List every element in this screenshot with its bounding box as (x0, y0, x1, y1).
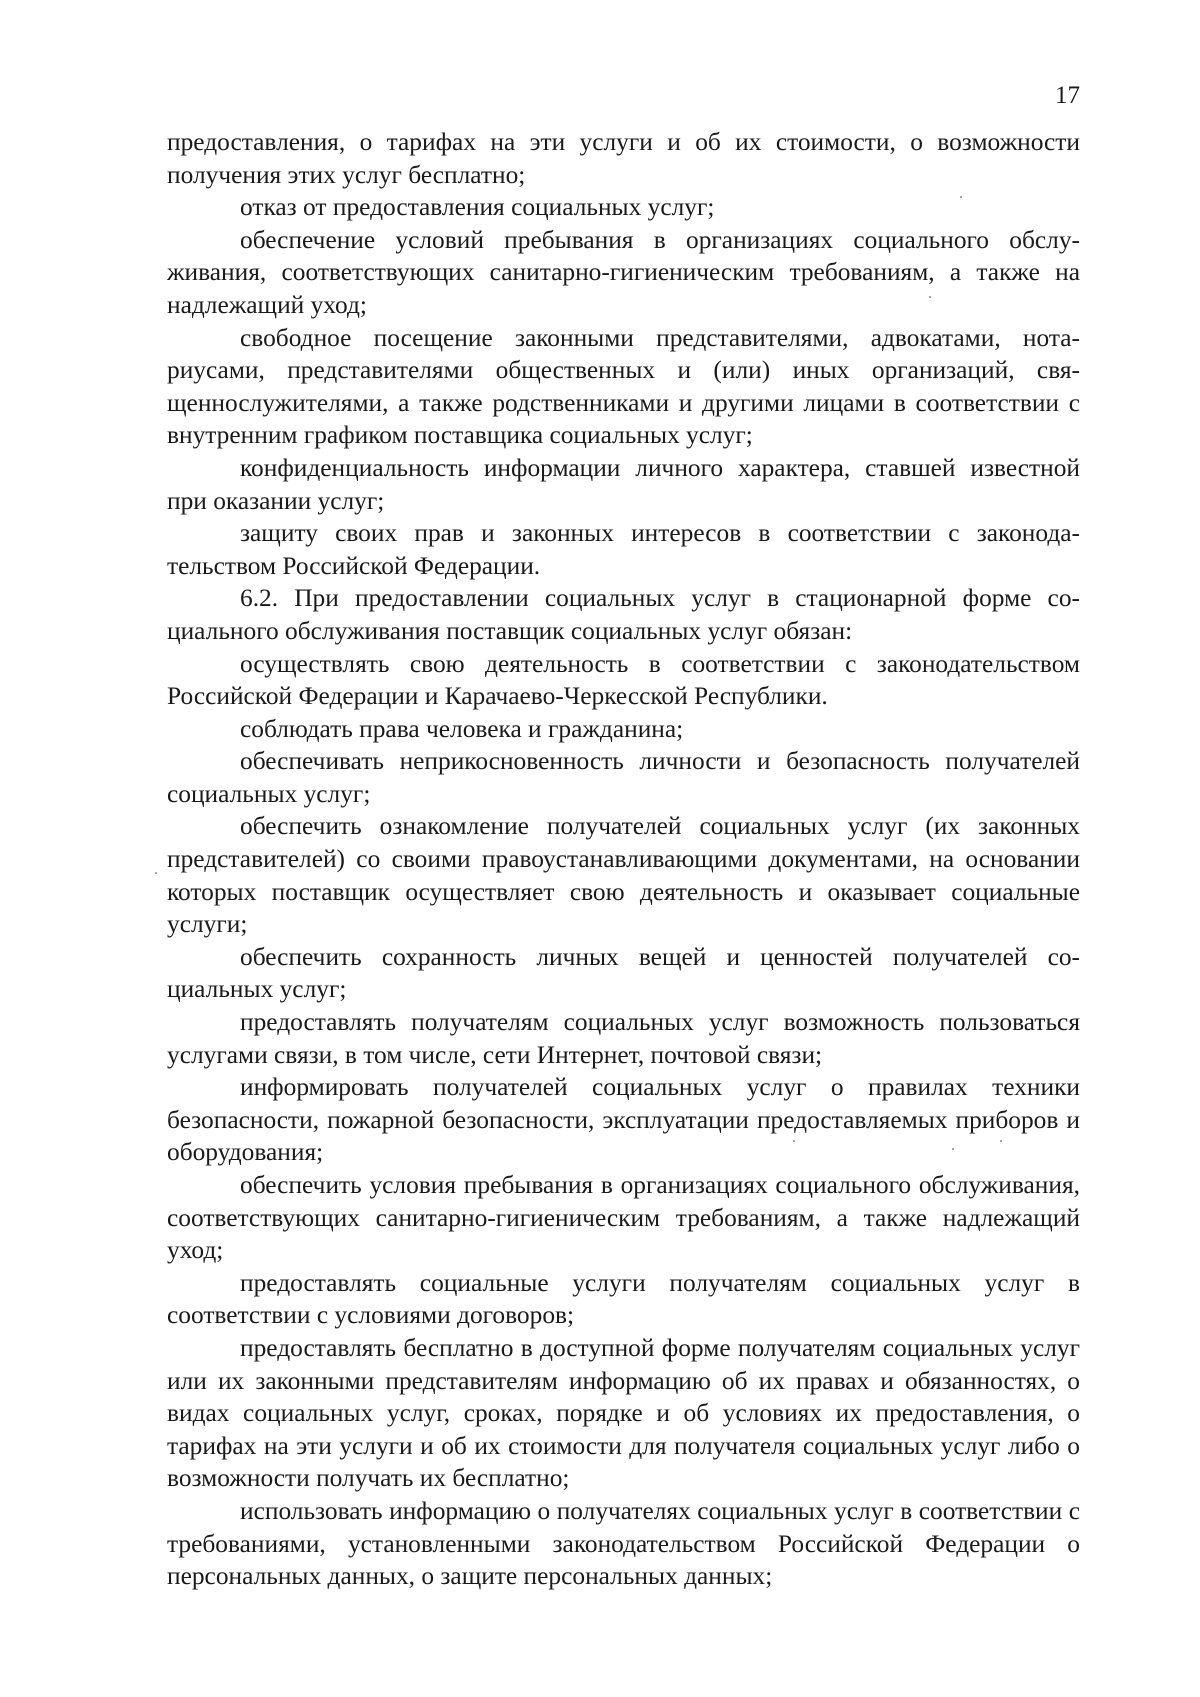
paragraph: обеспечивать неприкосновенность личности и безопасность получателей социальных услуг; (167, 747, 1080, 808)
paragraph: использовать информацию о получателях социальных услуг в соответствии с требованиями, установленными законодательством Российской Федерации о персональных данных, о защите персональных данных; (167, 1496, 1080, 1591)
scan-speck (960, 196, 962, 198)
paragraph: информировать получателей социальных услуг о правилах техники безопасности, пожарной безопасности, эксплуатации предоставляемых приборов и оборудования; (167, 1073, 1080, 1167)
paragraph: осуществлять свою деятельность в соответствии с законодательством Российской Федерации и Карачаево-Черкесской Республики. (167, 649, 1080, 711)
scan-speck (1000, 1140, 1002, 1142)
paragraph: предоставлять получателям социальных услуг возможность пользоваться услугами связи, в том числе, сети Интернет, почтовой связи; (167, 1008, 1080, 1069)
paragraph: свободное посещение законными представителями, адвокатами, нотариусами, представителями общественных и (или) иных организаций, священнослужителями, а также родственниками и другими лицами в соответствии с внутренним графиком поставщика социальных услуг; (167, 323, 1080, 450)
scan-speck (155, 872, 157, 874)
scan-speck (952, 1148, 954, 1150)
paragraph-continuation: предоставления, о тарифах на эти услуги и об их стоимости, о возможности получения этих услуг бесплатно; (167, 128, 1080, 189)
scan-speck (793, 1140, 795, 1142)
section-paragraph: 6.2. При предоставлении социальных услуг в стационарной форме социального обслуживания поставщик социальных услуг обязан: (167, 584, 1080, 645)
page-number: 17 (1055, 82, 1080, 109)
paragraph: конфиденциальность информации личного характера, ставшей известной при оказании услуг; (167, 453, 1080, 515)
scan-speck (929, 296, 931, 298)
paragraph: обеспечить сохранность личных вещей и ценностей получателей социальных услуг; (167, 942, 1080, 1004)
document-body (167, 126, 1080, 1593)
paragraph: защиту своих прав и законных интересов в соответствии с законодательством Российской Федерации. (167, 519, 1080, 580)
paragraph: соблюдать права человека и гражданина; (240, 714, 684, 743)
paragraph: обеспечить ознакомление получателей социальных услуг (их законных представителей) со своими правоустанавливающими документами, на основании которых поставщик осуществляет свою деятельность и оказывает социальные услуги; (167, 812, 1080, 939)
paragraph: обеспечить условия пребывания в организациях социального обслуживания, соответствующих санитарно-гигиеническим требованиям, а также надлежащий уход; (167, 1171, 1080, 1265)
paragraph: предоставлять бесплатно в доступной форме получателям социальных услуг или их законными представителям информацию об их правах и обязанностях, о видах социальных услуг, сроках, порядке и об условиях их предоставления, о тарифах на эти услуги и об их стоимости для получателя социальных услуг либо о возможности получать их бесплатно; (167, 1333, 1080, 1493)
paragraph: предоставлять социальные услуги получателям социальных услуг в соответствии с условиями договоров; (167, 1268, 1080, 1330)
paragraph: обеспечение условий пребывания в организациях социального обслуживания, соответствующих санитарно-гигиеническим требованиям, а также на надлежащий уход; (167, 225, 1080, 319)
paragraph: отказ от предоставления социальных услуг; (240, 193, 715, 222)
